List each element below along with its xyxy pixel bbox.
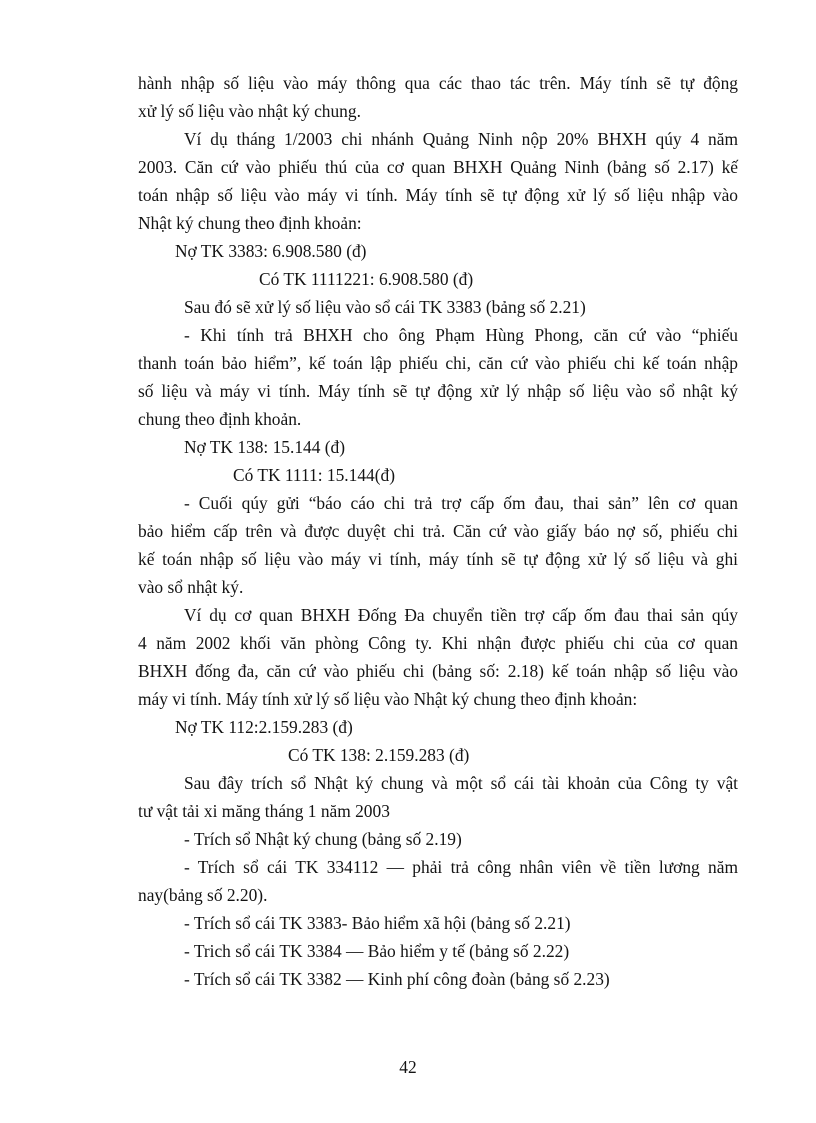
text-line: - Khi tính trả BHXH cho ông Phạm Hùng Phong, căn cứ vào “phiếu — [184, 325, 738, 345]
text-line: thanh toán bảo hiểm”, kế toán lập phiếu chi, căn cứ vào phiếu chi kế toán nhập — [138, 353, 738, 373]
accounting-entry-credit: Có TK 1111: 15.144(đ) — [233, 465, 395, 485]
accounting-entry-debit: Nợ TK 138: 15.144 (đ) — [184, 437, 346, 457]
text-line: 4 năm 2002 khối văn phòng Công ty. Khi nhận được phiếu chi của cơ quan — [138, 633, 738, 653]
accounting-entry-debit: Nợ TK 112:2.159.283 (đ) — [175, 717, 353, 737]
text-line: bảo hiểm cấp trên và được duyệt chi trả. Căn cứ vào giấy báo nợ số, phiếu chi — [138, 521, 738, 541]
text-line: Sau đó sẽ xử lý số liệu vào sổ cái TK 3383 (bảng số 2.21) — [184, 297, 586, 317]
text-line: tư vật tải xi măng tháng 1 năm 2003 — [138, 801, 390, 821]
text-line: số liệu và máy vi tính. Máy tính sẽ tự động xử lý nhập số liệu vào sổ nhật ký — [138, 381, 738, 401]
text-line: BHXH đống đa, căn cứ vào phiếu chi (bảng số: 2.18) kế toán nhập số liệu vào — [138, 661, 738, 681]
accounting-entry-debit: Nợ TK 3383: 6.908.580 (đ) — [175, 241, 367, 261]
accounting-entry-credit: Có TK 1111221: 6.908.580 (đ) — [259, 269, 474, 289]
text-line: hành nhập số liệu vào máy thông qua các thao tác trên. Máy tính sẽ tự động — [138, 73, 738, 93]
accounting-entry-credit: Có TK 138: 2.159.283 (đ) — [288, 745, 470, 765]
text-line: nay(bảng số 2.20). — [138, 885, 268, 905]
text-line: - Cuối qúy gửi “báo cáo chi trả trợ cấp ốm đau, thai sản” lên cơ quan — [184, 493, 738, 513]
list-item: - Trich sổ cái TK 3384 — Bảo hiểm y tế (bảng số 2.22) — [184, 941, 570, 961]
list-item: - Trích sổ cái TK 3382 — Kinh phí công đoàn (bảng số 2.23) — [184, 969, 610, 989]
text-line: vào sổ nhật ký. — [138, 577, 244, 597]
text-line: Sau đây trích sổ Nhật ký chung và một sổ cái tài khoản của Công ty vật — [184, 773, 738, 793]
text-line: Ví dụ tháng 1/2003 chi nhánh Quảng Ninh nộp 20% BHXH qúy 4 năm — [184, 129, 738, 149]
text-line: Nhật ký chung theo định khoản: — [138, 213, 362, 233]
page-number: 42 — [399, 1057, 417, 1077]
list-item: - Trích sổ Nhật ký chung (bảng số 2.19) — [184, 829, 462, 849]
text-line: chung theo định khoản. — [138, 409, 302, 429]
text-line: 2003. Căn cứ vào phiếu thú của cơ quan BHXH Quảng Ninh (bảng số 2.17) kế — [138, 157, 738, 177]
text-line: toán nhập số liệu vào máy vi tính. Máy tính sẽ tự động xử lý số liệu nhập vào — [138, 185, 738, 205]
list-item: - Trích sổ cái TK 334112 — phải trả công nhân viên về tiền lương năm — [184, 857, 738, 877]
text-line: kế toán nhập số liệu vào máy vi tính, máy tính sẽ tự động xử lý số liệu và ghi — [138, 549, 738, 569]
list-item: - Trích sổ cái TK 3383- Bảo hiểm xã hội (bảng số 2.21) — [184, 913, 571, 933]
text-line: máy vi tính. Máy tính xử lý số liệu vào Nhật ký chung theo định khoản: — [138, 689, 638, 709]
text-line: xử lý số liệu vào nhật ký chung. — [138, 101, 361, 121]
text-line: Ví dụ cơ quan BHXH Đống Đa chuyển tiền trợ cấp ốm đau thai sản qúy — [184, 605, 738, 625]
